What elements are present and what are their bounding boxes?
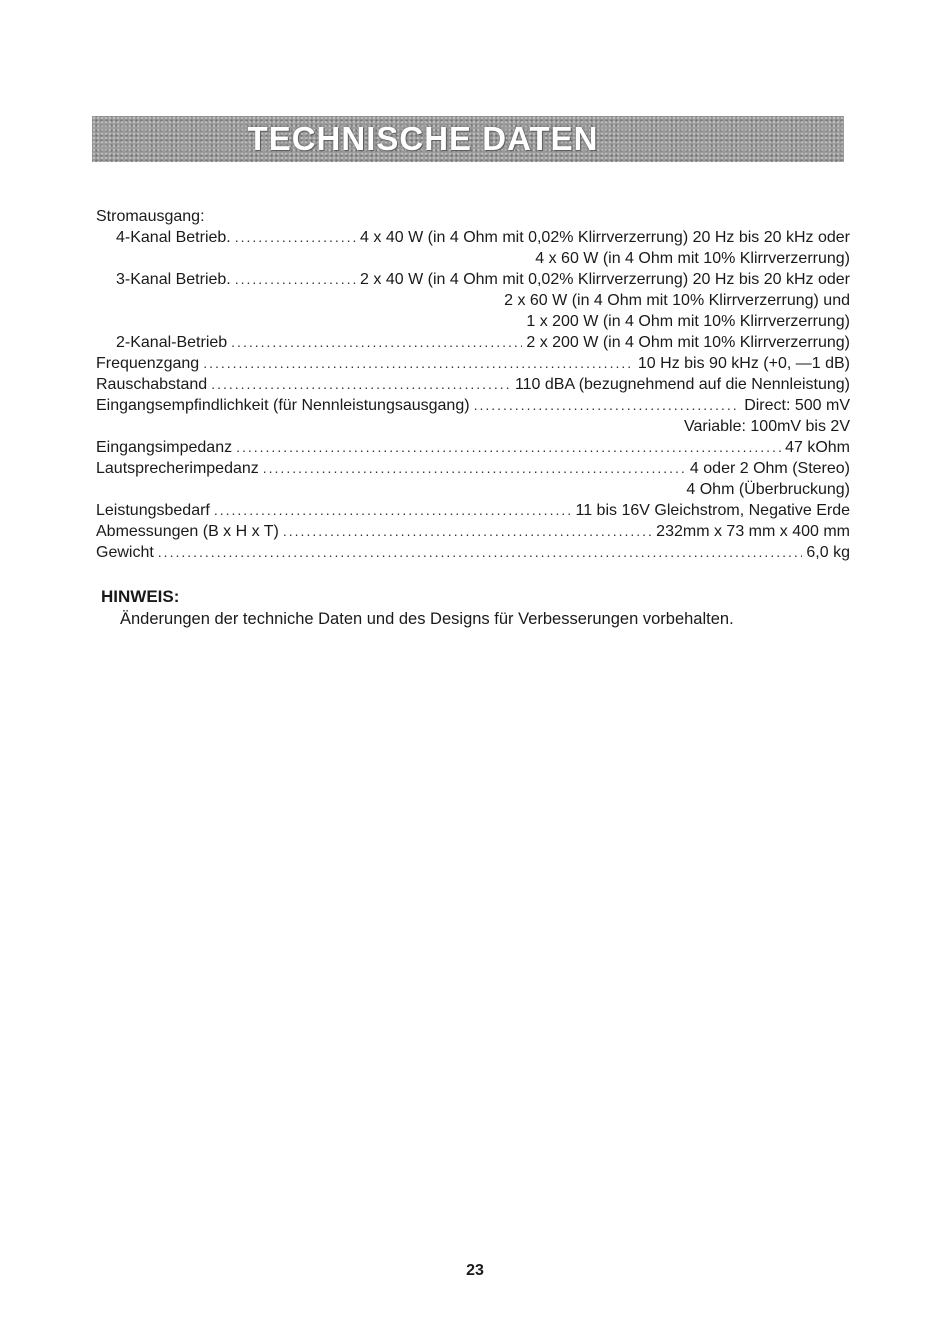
spec-continuation: Variable: 100mV bis 2V bbox=[683, 418, 850, 435]
spec-row-snr bbox=[96, 374, 850, 395]
spec-continuation: 2 x 60 W (in 4 Ohm mit 10% Klirrverzerrung) und bbox=[504, 292, 850, 309]
page-number: 23 bbox=[466, 1262, 484, 1279]
spec-row-sensitivity bbox=[96, 395, 850, 416]
spec-continuation: 4 Ohm (Überbruckung) bbox=[686, 481, 850, 498]
spec-label: Abmessungen (B x H x T) bbox=[96, 523, 279, 540]
spec-label: Lautsprecherimpedanz bbox=[96, 460, 259, 477]
note-block bbox=[101, 586, 841, 630]
leader-dots bbox=[231, 332, 522, 353]
leader-dots bbox=[235, 227, 356, 248]
note-text: Änderungen der techniche Daten und des Designs für Verbesserungen vorbehalten. bbox=[120, 610, 734, 628]
spec-label: Eingangsempfindlichkeit (für Nennleistungsausgang) bbox=[96, 397, 470, 414]
spec-row-3-channel bbox=[96, 269, 850, 290]
spec-label: 3-Kanal Betrieb. bbox=[116, 271, 231, 288]
spec-row-dimensions bbox=[96, 521, 850, 542]
spec-value: 47 kOhm bbox=[785, 439, 850, 456]
power-heading: Stromausgang: bbox=[96, 208, 205, 225]
spec-value: 110 dBA (bezugnehmend auf die Nennleistung) bbox=[514, 376, 850, 393]
spec-row-power-requirement bbox=[96, 500, 850, 521]
spec-row-2-channel bbox=[96, 332, 850, 353]
spec-label: 4-Kanal Betrieb. bbox=[116, 229, 231, 246]
spec-value: 2 x 40 W (in 4 Ohm mit 0,02% Klirrverzerrung) 20 Hz bis 20 kHz oder bbox=[360, 271, 850, 288]
leader-dots bbox=[158, 542, 803, 563]
leader-dots bbox=[211, 374, 511, 395]
spec-value: 4 oder 2 Ohm (Stereo) bbox=[689, 460, 850, 477]
spec-label: Gewicht bbox=[96, 544, 154, 561]
leader-dots bbox=[263, 458, 686, 479]
spec-row-input-impedance bbox=[96, 437, 850, 458]
spec-row-weight bbox=[96, 542, 850, 563]
spec-continuation: 4 x 60 W (in 4 Ohm mit 10% Klirrverzerrung) bbox=[535, 250, 850, 267]
leader-dots bbox=[474, 395, 741, 416]
spec-value: 11 bis 16V Gleichstrom, Negative Erde bbox=[575, 502, 850, 519]
title-banner bbox=[92, 116, 844, 162]
spec-value: 4 x 40 W (in 4 Ohm mit 0,02% Klirrverzerrung) 20 Hz bis 20 kHz oder bbox=[360, 229, 850, 246]
spec-label: Leistungsbedarf bbox=[96, 502, 210, 519]
spec-label: Frequenzgang bbox=[96, 355, 200, 372]
spec-label: 2-Kanal-Betrieb bbox=[116, 334, 228, 351]
spec-value: 10 Hz bis 90 kHz (+0, —1 dB) bbox=[637, 355, 850, 372]
spec-row-frequency bbox=[96, 353, 850, 374]
leader-dots bbox=[203, 353, 634, 374]
spec-row-4-channel bbox=[96, 227, 850, 248]
spec-label: Eingangsimpedanz bbox=[96, 439, 233, 456]
leader-dots bbox=[283, 521, 652, 542]
spec-value: Direct: 500 mV bbox=[744, 397, 850, 414]
leader-dots bbox=[236, 437, 781, 458]
spec-list bbox=[96, 206, 850, 563]
spec-value: 232mm x 73 mm x 400 mm bbox=[656, 523, 850, 540]
spec-value: 2 x 200 W (in 4 Ohm mit 10% Klirrverzerrung) bbox=[526, 334, 850, 351]
note-title: HINWEIS: bbox=[101, 587, 180, 606]
leader-dots bbox=[214, 500, 572, 521]
spec-continuation: 1 x 200 W (in 4 Ohm mit 10% Klirrverzerrung) bbox=[526, 313, 850, 330]
page-title: TECHNISCHE DATEN bbox=[247, 120, 599, 157]
spec-value: 6,0 kg bbox=[806, 544, 850, 561]
leader-dots bbox=[235, 269, 356, 290]
spec-label: Rauschabstand bbox=[96, 376, 208, 393]
spec-row-speaker-impedance bbox=[96, 458, 850, 479]
